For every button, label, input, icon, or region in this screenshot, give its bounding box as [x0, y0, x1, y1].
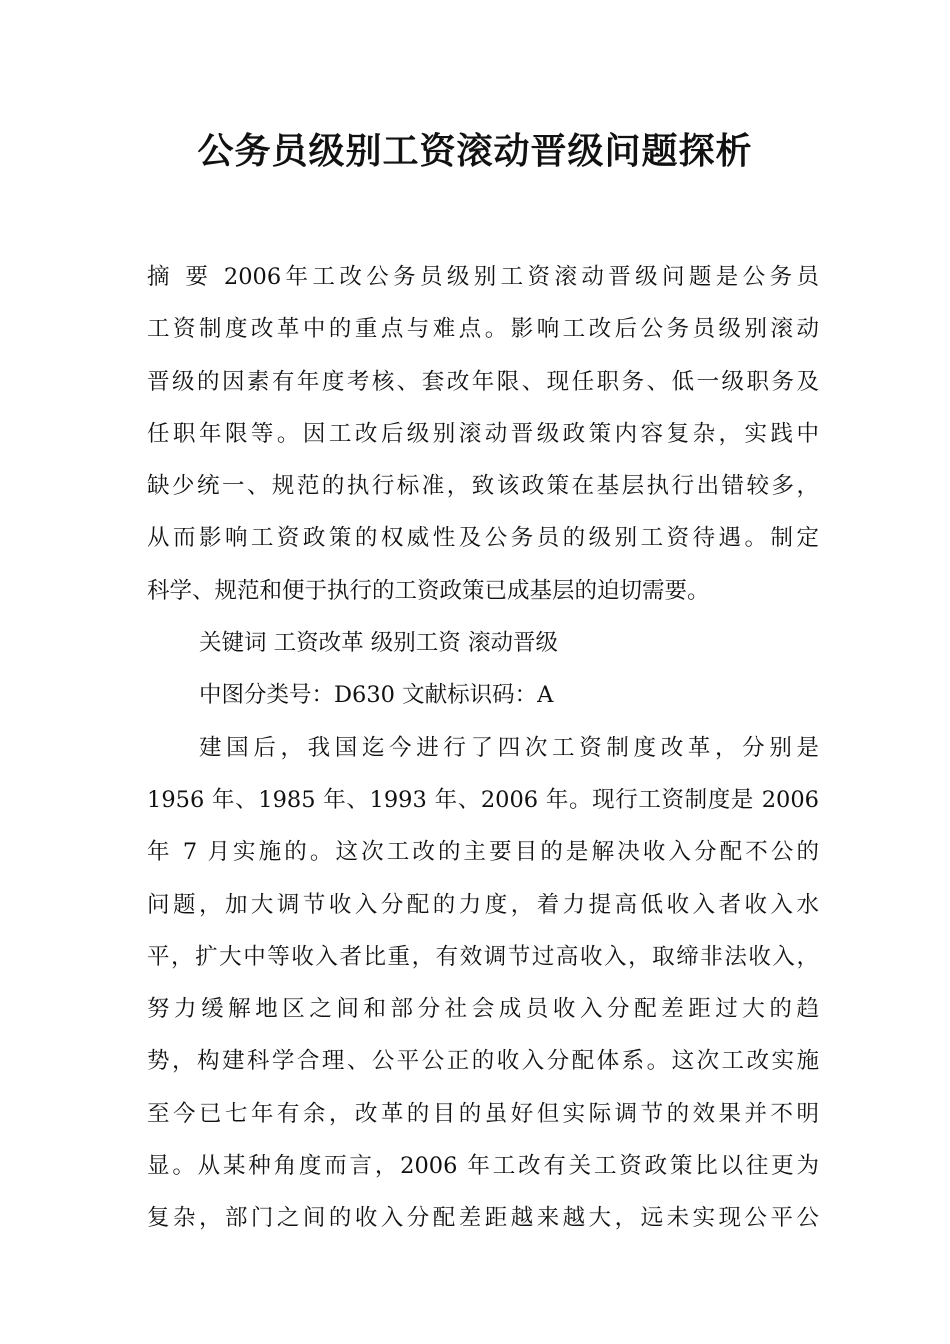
paragraph-line: 势，构建科学合理、公平公正的收入分配体系。这次工改实施 [147, 1048, 819, 1075]
abstract-line: 从而影响工资政策的权威性及公务员的级别工资待遇。制定 [147, 525, 819, 552]
document-body [147, 251, 819, 1245]
paragraph-line: 至今已七年有余，改革的目的虽好但实际调节的效果并不明 [147, 1100, 819, 1127]
paragraph-line: 问题，加大调节收入分配的力度，着力提高低收入者收入水 [147, 891, 819, 918]
abstract-line: 缺少统一、规范的执行标准，致该政策在基层执行出错较多， [147, 473, 819, 500]
document-title: 公务员级别工资滚动晋级问题探析 [197, 131, 753, 172]
abstract-line: 摘 要 2006年工改公务员级别工资滚动晋级问题是公务员 [147, 264, 819, 290]
abstract-line: 工资制度改革中的重点与难点。影响工改后公务员级别滚动 [147, 316, 819, 343]
paragraph-line: 显。从某种角度而言，2006 年工改有关工资政策比以往更为 [147, 1153, 819, 1180]
paragraph-line: 年 7 月实施的。这次工改的主要目的是解决收入分配不公的 [147, 839, 819, 866]
paragraph-line: 建国后，我国迄今进行了四次工资制度改革，分别是 [199, 734, 819, 761]
abstract-line: 任职年限等。因工改后级别滚动晋级政策内容复杂，实践中 [147, 420, 819, 447]
abstract-line: 晋级的因素有年度考核、套改年限、现任职务、低一级职务及 [147, 368, 819, 395]
paragraph-line: 努力缓解地区之间和部分社会成员收入分配差距过大的趋 [147, 996, 819, 1023]
paragraph-line: 平，扩大中等收入者比重，有效调节过高收入，取缔非法收入， [147, 943, 819, 970]
paragraph-line: 1956 年、1985 年、1993 年、2006 年。现行工资制度是 2006 [147, 786, 819, 813]
keywords-line: 关键词 工资改革 级别工资 滚动晋级 [199, 630, 558, 657]
classification-line: 中图分类号：D630 文献标识码：A [199, 682, 554, 709]
paragraph-line: 复杂，部门之间的收入分配差距越来越大，远未实现公平公 [147, 1205, 819, 1232]
abstract-line: 科学、规范和便于执行的工资政策已成基层的迫切需要。 [147, 577, 710, 604]
